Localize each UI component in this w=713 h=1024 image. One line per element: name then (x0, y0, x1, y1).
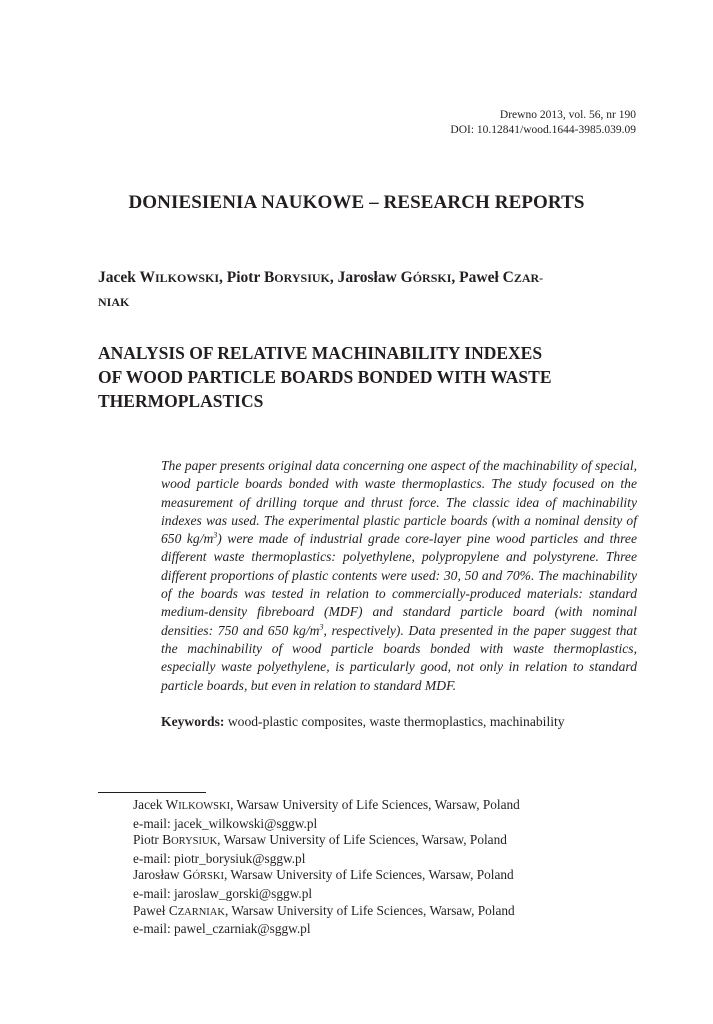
affiliation-email: e-mail: jaroslaw_gorski@sggw.pl (133, 885, 313, 901)
author-line-2 (98, 290, 628, 314)
abstract (161, 457, 637, 695)
author-first-name: Paweł (459, 269, 499, 286)
affiliation-text: , Warsaw University of Life Sciences, Warsaw, Poland (223, 867, 514, 883)
author-first-name: Piotr (226, 269, 261, 286)
author-surname-rest: NIAK (98, 295, 130, 309)
author-surname-initial: W (139, 269, 155, 286)
affiliation-first-name: Piotr (133, 832, 159, 848)
affiliation-email: e-mail: piotr_borysiuk@sggw.pl (133, 850, 306, 866)
title-line: OF WOOD PARTICLE BOARDS BONDED WITH WASTE (98, 367, 552, 387)
affiliation-surname-rest: ÓRSKI (192, 871, 224, 883)
affiliation-surname-initial: C (168, 902, 178, 918)
affiliation-text: , Warsaw University of Life Sciences, Warsaw, Poland (230, 797, 520, 812)
author-surname-rest: ZAR- (513, 271, 544, 285)
keywords-text: wood-plastic composites, waste thermoplastics, machinability (224, 714, 565, 729)
affiliation-line (133, 867, 633, 886)
affiliation-surname-rest: ZARNIAK (177, 906, 225, 918)
affiliation-surname-initial: B (162, 832, 172, 848)
abstract-text: , respectively). Data presented in the paper suggest that the machinability of wood particle boards bonded with waste thermoplastics, especially waste polyethylene, is particularly good, not only in relation to standard particle boards, but even in relation to standard MDF. (161, 622, 637, 693)
abstract-text: The paper presents original data concerning one aspect of the machinability of special, wood particle boards bonded with waste thermoplastics. The study focused on the measurement of drilling torque and thrust force. The classic idea of machinability indexes was used. The experimental plastic particle boards (with a nominal density of 650 kg/m (161, 458, 637, 547)
journal-citation: Drewno 2013, vol. 56, nr 190 (499, 109, 636, 121)
author-surname-initial: B (263, 269, 275, 286)
author-surname-rest: ÓRSKI (412, 271, 452, 285)
affiliation-first-name: Jarosław (133, 867, 180, 883)
author-surname-rest: ILKOWSKI (155, 271, 220, 285)
affiliation-email: e-mail: jacek_wilkowski@sggw.pl (133, 815, 318, 831)
journal-doi: DOI: 10.12841/wood.1644-3985.039.09 (450, 124, 636, 136)
keywords-label: Keywords: (161, 714, 225, 729)
keywords (161, 714, 637, 730)
author-list (98, 266, 628, 314)
section-heading: DONIESIENIA NAUKOWE – RESEARCH REPORTS (128, 192, 585, 213)
footnote-divider (98, 792, 206, 793)
author-surname-initial: C (502, 269, 514, 286)
author-affiliations (133, 797, 633, 938)
author-line-1: Jacek WILKOWSKI, Piotr BORYSIUK, Jarosław GÓRSKI, Paweł CZAR- (98, 269, 544, 286)
author-surname-initial: G (400, 269, 413, 286)
author-first-name: Jarosław (337, 269, 397, 286)
superscript: 3 (213, 530, 218, 540)
affiliation-surname-initial: W (165, 797, 179, 812)
author-surname-rest: ORYSIUK (274, 271, 330, 285)
affiliation-line (133, 832, 633, 851)
article-title (98, 341, 638, 413)
affiliation-surname-rest: ILKOWSKI (178, 801, 231, 812)
affiliation-surname-rest: ORYSIUK (171, 836, 218, 848)
superscript: 3 (319, 622, 324, 632)
journal-reference (450, 108, 636, 138)
title-line: THERMOPLASTICS (98, 391, 264, 411)
affiliation-text: , Warsaw University of Life Sciences, Warsaw, Poland (217, 832, 507, 848)
affiliation-first-name: Jacek (133, 797, 163, 812)
affiliation-line (133, 903, 633, 922)
affiliation-email: e-mail: pawel_czarniak@sggw.pl (133, 921, 311, 937)
abstract-text: ) were made of industrial grade core-layer pine wood particles and three different waste thermoplastics: polyethylene, polypropylene and polystyrene. Three different proportions of plastic contents were used: 30, 50 and 70%. The machinability of the boards was tested in relation to commercially-produced materials: standard medium-density fibreboard (MDF) and standard particle board (with nominal densities: 750 and 650 kg/m (161, 531, 637, 638)
affiliation-text: , Warsaw University of Life Sciences, Warsaw, Poland (224, 902, 515, 918)
affiliation-line (133, 797, 633, 816)
affiliation-first-name: Paweł (133, 902, 166, 918)
title-line: ANALYSIS OF RELATIVE MACHINABILITY INDEXES (98, 343, 543, 363)
affiliation-surname-initial: G (182, 867, 193, 883)
author-first-name: Jacek (98, 269, 136, 286)
